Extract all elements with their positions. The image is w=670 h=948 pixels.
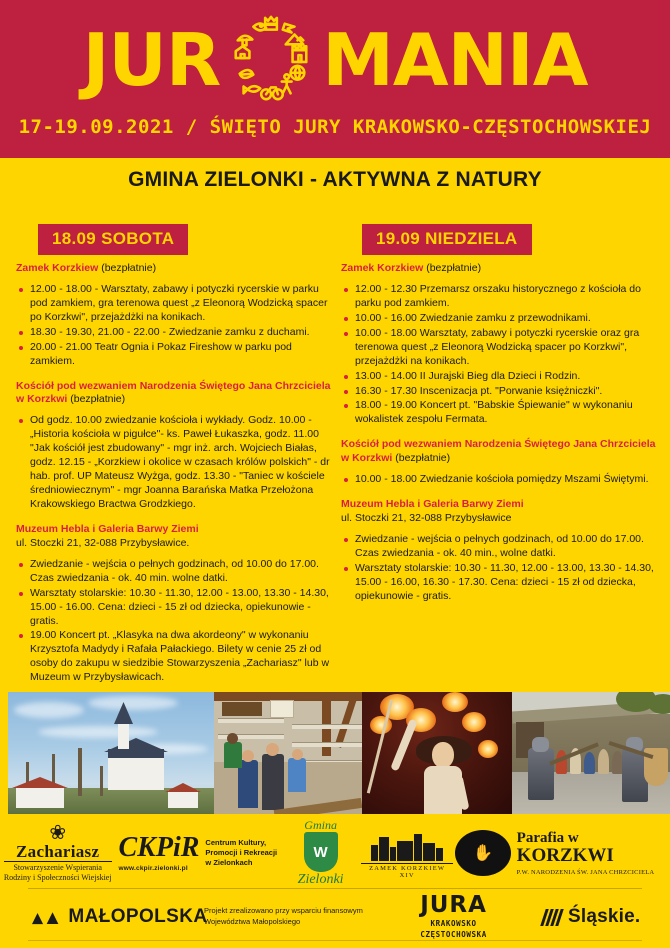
brand-title-right: MANIA xyxy=(322,18,588,102)
venue-heading xyxy=(16,380,331,408)
fireshow-photo xyxy=(362,692,512,814)
workshop-photo xyxy=(214,692,362,814)
venue-heading xyxy=(341,498,663,526)
logo-ckpir-line1: Centrum Kultury, xyxy=(205,838,267,848)
venue-address: ul. Stoczki 21, 32-088 Przybysławice xyxy=(341,511,512,524)
list-item: 19.00 Koncert pt. „Klasyka na dwa akordeony" w wykonaniu Krzysztofa Madydy i Rafała Pałackiego. Bilety w cenie 25 zł od osoby do zakupu w siedzibie Stowarzyszenia „Zachariasz" lub w Muzeum w Przybysławicach. xyxy=(16,629,331,685)
jura-circle-icons-icon xyxy=(222,11,320,109)
logo-gmina-top: Gmina xyxy=(304,818,337,832)
logo-gmina-bottom: Zielonki xyxy=(297,872,344,887)
footer-divider-bottom xyxy=(28,940,642,941)
schedule-column-saturday xyxy=(16,262,331,686)
list-item: 12.00 - 18.00 - Warsztaty, zabawy i potyczki rycerskie w parku pod zamkiem, gra terenowa quest „z Eleonorą Wodzicką spacer po Korzkwi", przejażdżki na konikach. xyxy=(16,283,331,325)
venue-heading xyxy=(341,262,663,276)
list-item: Od godz. 10.00 zwiedzanie kościoła i wykłady. Godz. 10.00 - „Historia kościoła w pigułce"- ks. Paweł Łukaszka, godz. 11.00 "Jak kościół jest zbudowany" - mgr inż. arch. Wojciech Białas, godz. 12.15 - „Korzkiew i okolice w czasach królów polskich" - dr hab. prof. UP Mateusz Wyżga, godz. 13.30 - "Taniec w kościele średniowiecznym" - mgr Joanna Barańska Matka Przełożona Krakowskiego Bractwa Grodzkiego. xyxy=(16,414,331,512)
funding-note xyxy=(200,906,394,928)
logo-zamek-korzkiew[interactable] xyxy=(361,827,453,879)
logo-barwy-ziemi[interactable] xyxy=(453,830,512,876)
gmina-emblem: W xyxy=(313,843,328,861)
logo-jura-title: JURA xyxy=(420,892,487,918)
list-item: 16.30 - 17.30 Inscenizacja pt. "Porwanie księżniczki". xyxy=(341,385,663,399)
list-item: 10.00 - 18.00 Warsztaty, zabawy i potyczki rycerskie oraz gra terenowa quest „z Eleonorą Wodzicką spacer po Korzkwi", przejażdżki na konikach. xyxy=(341,327,663,369)
logo-ckpir-mark: CKPiR xyxy=(118,832,200,863)
church-photo xyxy=(8,692,214,814)
venue-name: Zamek Korzkiew xyxy=(16,262,99,274)
logo-zachariasz[interactable] xyxy=(0,823,115,883)
list-item: Zwiedzanie - wejścia o pełnych godzinach, od 10.00 do 17.00. Czas zwiedzania - ok. 40 min., wolne datki. xyxy=(341,533,663,561)
venue-name: Zamek Korzkiew xyxy=(341,262,424,274)
footer-divider xyxy=(28,888,642,889)
logo-zachariasz-line1: Stowarzyszenie Wspierania xyxy=(4,861,112,873)
funding-note-line2: Województwa Małopolskiego xyxy=(204,917,301,926)
event-list xyxy=(16,283,331,369)
castle-icon xyxy=(361,827,453,861)
poster-header xyxy=(0,0,670,158)
list-item: Warsztaty stolarskie: 10.30 - 11.30, 12.00 - 13.00, 13.30 - 14.30, 15.00 - 16.00. Cena: dzieci - 15 zł od dziecka, opiekunowie - gratis. xyxy=(16,587,331,629)
malopolska-mark-icon: ▴▲ xyxy=(32,906,63,929)
day-badge-saturday: 18.09 SOBOTA xyxy=(38,224,188,255)
logo-ckpir-url: www.ckpir.zielonki.pl xyxy=(118,865,188,872)
logo-jura-line1: KRAKOWSKO xyxy=(430,919,477,928)
venue-free-note: (bezpłatnie) xyxy=(67,393,126,406)
photo-strip xyxy=(8,692,670,814)
logo-gmina-zielonki[interactable] xyxy=(280,819,361,887)
venue-name: Muzeum Hebla i Galeria Barwy Ziemi xyxy=(16,522,199,535)
logo-parafia-name: KORZKWI xyxy=(516,845,614,867)
event-list xyxy=(341,533,663,604)
event-list xyxy=(341,283,663,428)
venue-free-note: (bezpłatnie) xyxy=(392,452,451,465)
venue-free-note: (bezpłatnie) xyxy=(423,262,482,274)
logo-zachariasz-name: Zachariasz xyxy=(16,842,100,861)
logo-jura[interactable] xyxy=(394,894,514,940)
schedule-column-sunday xyxy=(341,262,663,605)
logo-slaskie-name: Śląskie. xyxy=(568,906,641,927)
knights-photo xyxy=(512,692,670,814)
logo-jura-line2: CZĘSTOCHOWSKA xyxy=(420,929,487,939)
logo-malopolska[interactable] xyxy=(0,905,208,930)
list-item: 18.00 - 19.00 Koncert pt. "Babskie Śpiewanie" w wykonaniu wokalistek zespołu Fermata. xyxy=(341,399,663,427)
list-item: 13.00 - 14.00 II Jurajski Bieg dla Dzieci i Rodzin. xyxy=(341,370,663,384)
partner-logos-row xyxy=(0,818,670,887)
slaskie-mark-icon xyxy=(540,909,564,926)
bow-icon: ❀ xyxy=(49,822,67,844)
venue-name: Kościół pod wezwaniem Narodzenia Świętego Jana Chrzciciela w Korzkwi xyxy=(341,438,656,465)
list-item: Warsztaty stolarskie: 10.30 - 11.30, 12.00 - 13.00, 13.30 - 14.30, 15.00 - 16.00, 16.30 - 17.30. Cena: dzieci - 15 zł od dziecka, opiekunowie - gratis. xyxy=(341,562,663,604)
venue-free-note: (bezpłatnie) xyxy=(98,262,157,274)
venue-address: ul. Stoczki 21, 32-088 Przybysławice. xyxy=(16,536,190,549)
logo-ckpir[interactable] xyxy=(115,834,280,872)
event-list xyxy=(16,558,331,686)
logo-parafia-korzkwi[interactable] xyxy=(513,830,670,876)
day-badge-sunday: 19.09 NIEDZIELA xyxy=(362,224,532,255)
list-item: Zwiedzanie - wejścia o pełnych godzinach, od 10.00 do 17.00. Czas zwiedzania - ok. 40 min. wolne datki. xyxy=(16,558,331,586)
logo-malopolska-name: MAŁOPOLSKA xyxy=(68,906,208,927)
brand-title xyxy=(0,10,670,110)
brand-subtitle: 17-19.09.2021 / ŚWIĘTO JURY KRAKOWSKO-CZĘSTOCHOWSKIEJ xyxy=(18,116,652,138)
logo-zachariasz-line2: Rodziny i Społeczności Wiejskiej xyxy=(3,873,112,882)
list-item: 10.00 - 18.00 Zwiedzanie kościoła pomiędzy Mszami Świętymi. xyxy=(341,473,663,487)
list-item: 18.30 - 19.30, 21.00 - 22.00 - Zwiedzanie zamku z duchami. xyxy=(16,326,331,340)
list-item: 20.00 - 21.00 Teatr Ognia i Pokaz Fireshow w parku pod zamkiem. xyxy=(16,341,331,369)
venue-heading xyxy=(16,523,331,551)
list-item: 10.00 - 16.00 Zwiedzanie zamku z przewodnikami. xyxy=(341,312,663,326)
list-item: 12.00 - 12.30 Przemarsz orszaku historycznego z kościoła do parku pod zamkiem. xyxy=(341,283,663,311)
logo-ckpir-line2: Promocji i Rekreacji xyxy=(205,848,278,858)
event-list xyxy=(341,473,663,487)
gmina-shield-icon xyxy=(304,832,338,872)
event-list xyxy=(16,414,331,512)
funding-logos-row xyxy=(0,893,670,941)
barwy-ziemi-icon: ✋ xyxy=(455,830,511,876)
page-title: GMINA ZIELONKI - AKTYWNA Z NATURY xyxy=(128,168,542,191)
logo-parafia-prefix: Parafia w xyxy=(516,829,579,846)
funding-note-line1: Projekt zrealizowano przy wsparciu finansowym xyxy=(204,906,363,916)
logo-slaskie[interactable] xyxy=(513,906,670,928)
venue-name: Kościół pod wezwaniem Narodzenia Świętego Jana Chrzciciela w Korzkwi xyxy=(16,379,331,406)
venue-heading xyxy=(341,438,663,466)
logo-parafia-subtitle: P.W. NARODZENIA ŚW. JANA CHRZCICIELA xyxy=(516,869,655,877)
venue-heading xyxy=(16,262,331,276)
venue-name: Muzeum Hebla i Galeria Barwy Ziemi xyxy=(341,498,524,511)
brand-title-left: JUR xyxy=(82,18,221,102)
logo-zamek-caption: ZAMEK KORZKIEW XIV xyxy=(361,863,453,879)
logo-ckpir-line3: w Zielonkach xyxy=(205,857,253,867)
